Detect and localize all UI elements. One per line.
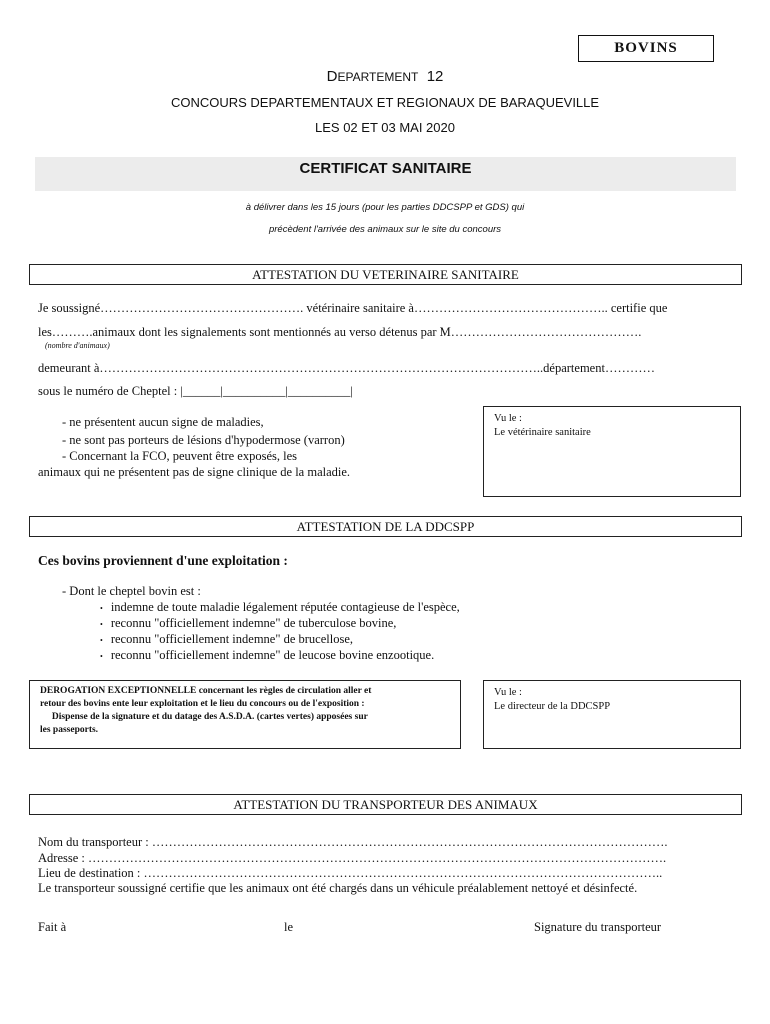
delivery-note-line-2: précèdent l'arrivée des animaux sur le site du concours (268, 224, 502, 235)
ddcspp-signer-label: Le directeur de la DDCSPP (494, 701, 611, 712)
vet-condition-3: - Concernant la FCO, peuvent être exposés, les (62, 449, 298, 463)
derogation-line-4: les passeports. (40, 725, 99, 735)
vet-line-animaux: les……….animaux dont les signalements sont mentionnés au verso détenus par M………………………………………. (38, 325, 642, 339)
bullet-icon: • (100, 636, 103, 645)
vet-condition-2: - ne sont pas porteurs de lésions d'hypodermose (varron) (62, 433, 345, 447)
transport-name-field[interactable]: Nom du transporteur : ……………………………………………………………………………………………………………. (38, 835, 668, 849)
derogation-box (29, 680, 461, 749)
transport-signature-label: Signature du transporteur (534, 920, 662, 934)
ddcspp-vu-le-label: Vu le : (494, 687, 522, 698)
vet-conditions-list (38, 414, 350, 480)
vet-line-soussigne: Je soussigné…………………………………………. vétérinaire sanitaire à……………………………………….. certifie que (38, 301, 668, 315)
derogation-line-3: Dispense de la signature et du datage des A.S.D.A. (cartes vertes) apposées sur (40, 712, 368, 722)
bullet-icon: • (100, 652, 103, 661)
transport-address-field[interactable]: Adresse : …………………………………………………………………………………………………………………………. (38, 851, 667, 865)
transport-section-heading: ATTESTATION DU TRANSPORTEUR DES ANIMAUX (29, 794, 742, 815)
vet-signer-label: Le vétérinaire sanitaire (494, 427, 591, 438)
vet-vu-le-label: Vu le : (494, 413, 522, 424)
ddcspp-bullet-1: • indemne de toute maladie légalement réputée contagieuse de l'espèce, (100, 600, 460, 614)
ddcspp-section-heading: ATTESTATION DE LA DDCSPP (29, 516, 742, 537)
transport-destination-field[interactable]: Lieu de destination : …………………………………………………………………………………………………………….. (38, 866, 663, 880)
ddcspp-bullet-3: • reconnu "officiellement indemne" de brucellose, (100, 632, 353, 646)
ddcspp-intro: - Dont le cheptel bovin est : (62, 584, 201, 598)
derogation-line-1: DEROGATION EXCEPTIONNELLE concernant les règles de circulation aller et (40, 686, 372, 696)
fait-a-label: Fait à (38, 920, 67, 934)
ddcspp-signature-box[interactable] (483, 680, 741, 749)
department-initial: D (326, 68, 338, 85)
ddcspp-subtitle: Ces bovins proviennent d'une exploitation : (38, 553, 288, 568)
ddcspp-bullet-2: • reconnu "officiellement indemne" de tuberculose bovine, (100, 616, 397, 630)
vet-condition-4: animaux qui ne présentent pas de signe clinique de la maladie. (38, 465, 351, 479)
vet-line-demeurant: demeurant à……………………………………………………………………………………………..département………… (38, 361, 655, 375)
department-title (0, 68, 770, 85)
certificate-title: CERTIFICAT SANITAIRE (299, 160, 472, 177)
department-word: EPARTEMENT (337, 70, 419, 84)
date-le-label: le (284, 920, 294, 934)
vet-line-cheptel: sous le numéro de Cheptel : |______|__________|__________| (38, 384, 353, 398)
bullet-icon: • (100, 604, 103, 613)
department-number: 12 (426, 68, 444, 85)
vet-section-heading: ATTESTATION DU VETERINAIRE SANITAIRE (29, 264, 742, 285)
bovins-badge: BOVINS (578, 35, 714, 62)
ddcspp-conditions (62, 583, 460, 663)
delivery-note-line-1: à délivrer dans les 15 jours (pour les parties DDCSPP et GDS) qui (245, 202, 525, 213)
contest-dates: LES 02 ET 03 MAI 2020 (315, 120, 455, 135)
vet-note-animal-count: (nombre d'animaux) (45, 341, 110, 350)
transport-certify-text: Le transporteur soussigné certifie que les animaux ont été chargés dans un véhicule préalablement nettoyé et désinfecté. (38, 881, 638, 895)
bullet-icon: • (100, 620, 103, 629)
vet-condition-1: - ne présentent aucun signe de maladies, (62, 415, 264, 429)
vet-signature-box[interactable] (483, 406, 741, 497)
contest-title: CONCOURS DEPARTEMENTAUX ET REGIONAUX DE BARAQUEVILLE (170, 95, 600, 110)
derogation-line-2: retour des bovins ente leur exploitation et le lieu du concours ou de l'exposition : (40, 699, 365, 709)
ddcspp-bullet-4: • reconnu "officiellement indemne" de leucose bovine enzootique. (100, 648, 435, 662)
